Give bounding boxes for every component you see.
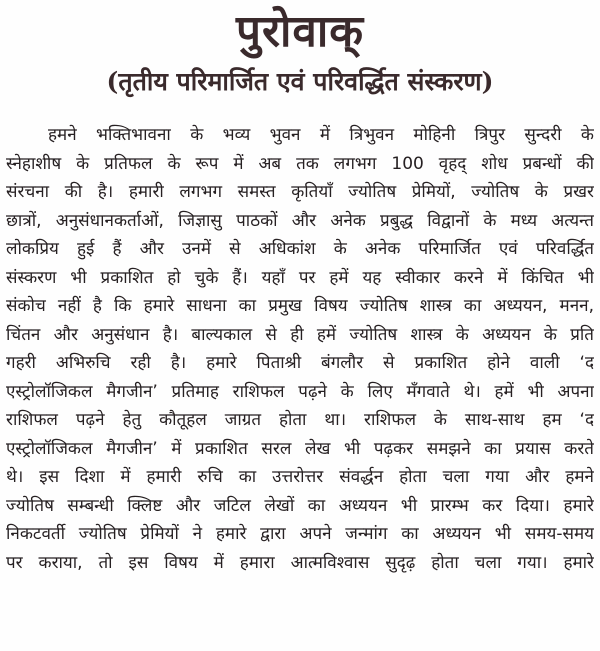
paragraph-line: स्नेहाशीष के प्रतिफल के रूप में अब तक लगभग 100 वृहद् शोध प्रबन्धों की bbox=[6, 153, 594, 174]
paragraph-line: छात्रों, अनुसंधानकर्ताओं, जिज्ञासु पाठकों और अनेक प्रबुद्ध विद्वानों के मध्य अत्यन्त bbox=[6, 210, 594, 231]
paragraph-line: हमने भक्तिभावना के भव्य भुवन में त्रिभुवन मोहिनी त्रिपुर सुन्दरी के bbox=[48, 125, 594, 145]
body-paragraph bbox=[6, 121, 594, 577]
paragraph-line: लोकप्रिय हुई हैं और उनमें से अधिकांश के अनेक परिमार्जित एवं परिवर्द्धित bbox=[6, 239, 594, 259]
paragraph-line: संस्करण भी प्रकाशित हो चुके हैं। यहाँ पर हमें यह स्वीकार करने में किंचित भी bbox=[6, 267, 594, 288]
paragraph-line: चिंतन और अनुसंधान है। बाल्यकाल से ही हमें ज्योतिष शास्त्र के अध्ययन के प्रति bbox=[6, 324, 594, 345]
paragraph-line: संकोच नहीं है कि हमारे साधना का प्रमुख विषय ज्योतिष शास्त्र का अध्ययन, मनन, bbox=[6, 296, 594, 316]
paragraph-line: एस्ट्रोलॉजिकल मैगजीन’ में प्रकाशित सरल लेख भी पढ़कर समझने का प्रयास करते bbox=[6, 438, 594, 459]
paragraph-line: गहरी अभिरुचि रही है। हमारे पिताश्री बंगलौर से प्रकाशित होने वाली ‘द bbox=[6, 353, 594, 373]
paragraph-line: पर कराया, तो इस विषय में हमारा आत्मविश्वास सुदृढ़ होता चला गया। हमारे bbox=[6, 552, 594, 573]
paragraph-line: संरचना की है। हमारी लगभग समस्त कृतियाँ ज्योतिष प्रेमियों, ज्योतिष के प्रखर bbox=[6, 182, 594, 202]
paragraph-line: ज्योतिष सम्बन्धी क्लिष्ट और जटिल लेखों का अध्ययन भी प्रारम्भ कर दिया। हमारे bbox=[6, 495, 594, 516]
paragraph-line: थे। इस दिशा में हमारी रुचि का उत्तरोत्तर संवर्द्धन होता चला गया और हमने bbox=[6, 467, 594, 487]
page-subtitle: (तृतीय परिमार्जित एवं परिवर्द्धित संस्करण) bbox=[106, 67, 494, 96]
paragraph-line: एस्ट्रोलॉजिकल मैगजीन’ प्रतिमाह राशिफल पढ़ने के लिए मँगवाते थे। हमें भी अपना bbox=[6, 381, 594, 402]
paragraph-line: निकटवर्ती ज्योतिष प्रेमियों ने हमारे द्वारा अपने जन्मांग का अध्ययन भी समय-समय bbox=[6, 524, 594, 544]
paragraph-line: राशिफल पढ़ने हेतु कौतूहल जाग्रत होता था। राशिफल के साथ-साथ हम ‘द bbox=[6, 410, 594, 430]
page-title: पुरोवाक् bbox=[235, 6, 365, 57]
